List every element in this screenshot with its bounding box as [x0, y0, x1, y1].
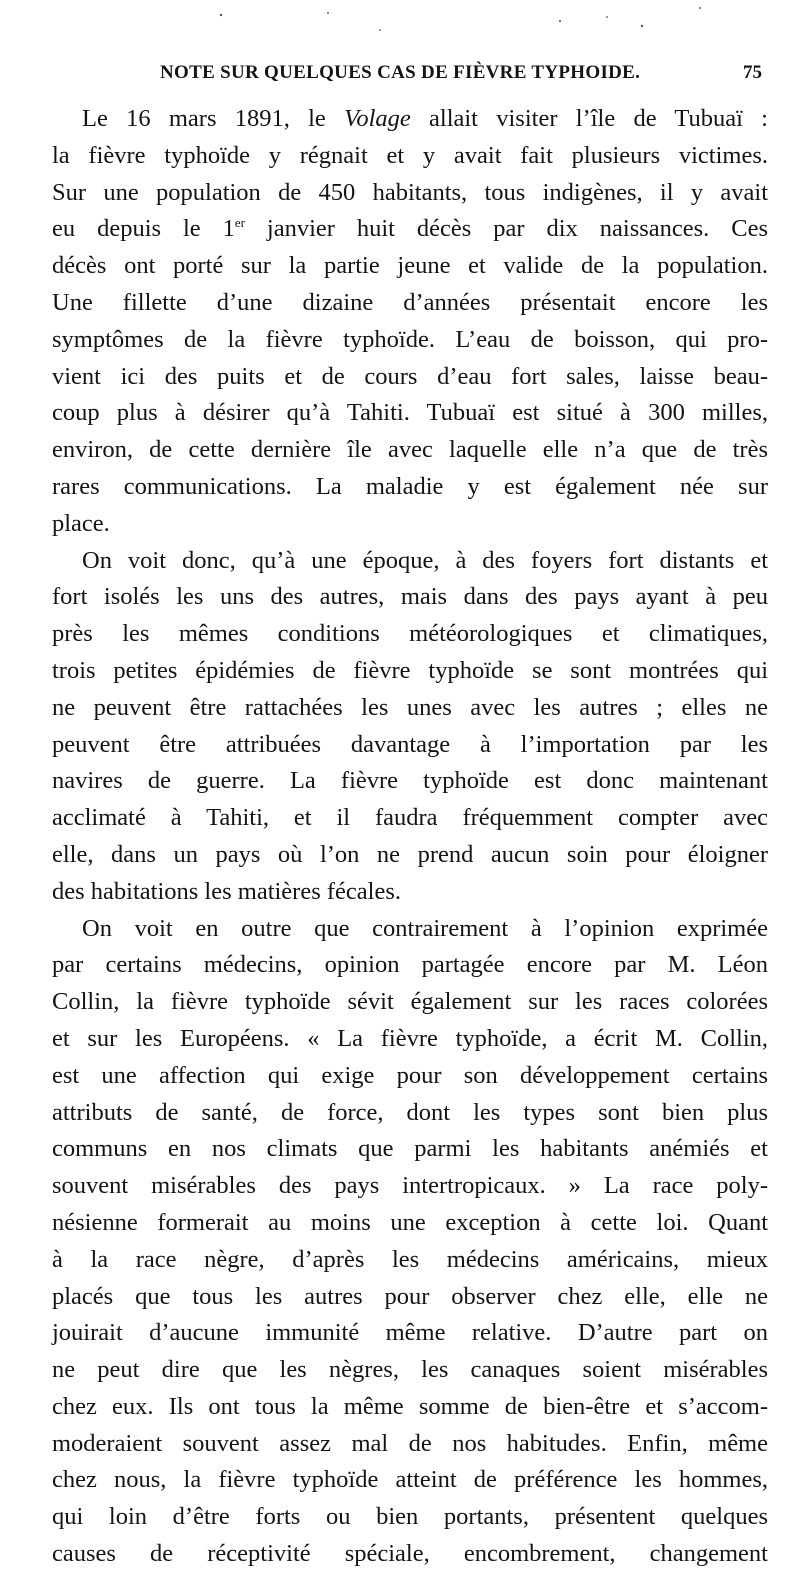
text-line: qui loin d’être forts ou bien portants, présentent quelques	[52, 1503, 768, 1531]
text-line: navires de guerre. La fièvre typhoïde est donc maintenant	[52, 767, 768, 795]
scan-specks	[0, 0, 800, 40]
body-text	[52, 101, 768, 1573]
text-line: On voit en outre que contrairement à l’opinion exprimée	[82, 914, 768, 942]
superscript: er	[234, 215, 245, 231]
running-title: NOTE SUR QUELQUES CAS DE FIÈVRE TYPHOIDE.	[160, 62, 641, 83]
text-line: causes de réceptivité spéciale, encombrement, changement	[52, 1540, 768, 1568]
running-header	[0, 62, 800, 86]
page-number: 75	[743, 62, 762, 83]
text-line: et sur les Européens. « La fièvre typhoïde, a écrit M. Collin,	[52, 1024, 768, 1052]
text-line: est une affection qui exige pour son développement certains	[52, 1061, 768, 1089]
text-line: nésienne formerait au moins une exception à cette loi. Quant	[52, 1208, 768, 1236]
text-line: ne peut dire que les nègres, les canaques soient misérables	[52, 1356, 768, 1384]
text-line: Une fillette d’une dizaine d’années présentait encore les	[52, 288, 768, 316]
text-line: coup plus à désirer qu’à Tahiti. Tubuaï est situé à 300 milles,	[52, 399, 768, 427]
text-line: peuvent être attribuées davantage à l’importation par les	[52, 730, 768, 758]
text-line: rares communications. La maladie y est également née sur	[52, 472, 768, 500]
text-line: attributs de santé, de force, dont les types sont bien plus	[52, 1098, 768, 1126]
text-line: Collin, la fièvre typhoïde sévit également sur les races colorées	[52, 988, 768, 1016]
text-line: place.	[52, 509, 110, 537]
text-line: symptômes de la fièvre typhoïde. L’eau de boisson, qui pro-	[52, 325, 768, 353]
text-line: placés que tous les autres pour observer chez elle, elle ne	[52, 1282, 768, 1310]
text-line: près les mêmes conditions météorologiques et climatiques,	[52, 620, 768, 648]
text-line: chez eux. Ils ont tous la même somme de bien-être et s’accom-	[52, 1392, 768, 1420]
text-line: trois petites épidémies de fièvre typhoïde se sont montrées qui	[52, 656, 768, 684]
text-line: chez nous, la fièvre typhoïde atteint de préférence les hommes,	[52, 1466, 768, 1494]
text-line: environ, de cette dernière île avec laquelle elle n’a que de très	[52, 436, 768, 464]
text-line: ne peuvent être rattachées les unes avec les autres ; elles ne	[52, 693, 768, 721]
text-line: vient ici des puits et de cours d’eau fort sales, laisse beau-	[52, 362, 768, 390]
text-line: fort isolés les uns des autres, mais dans des pays ayant à peu	[52, 583, 768, 611]
text-line: elle, dans un pays où l’on ne prend aucun soin pour éloigner	[52, 840, 768, 868]
text-line: Sur une population de 450 habitants, tous indigènes, il y avait	[52, 178, 768, 206]
text-line: des habitations les matières fécales.	[52, 877, 401, 905]
text-line: décès ont porté sur la partie jeune et valide de la population.	[52, 252, 768, 280]
text-line: la fièvre typhoïde y régnait et y avait fait plusieurs victimes.	[52, 141, 768, 169]
text-line: acclimaté à Tahiti, et il faudra fréquemment compter avec	[52, 804, 768, 832]
text-line: par certains médecins, opinion partagée encore par M. Léon	[52, 951, 768, 979]
ship-name: Volage	[344, 105, 411, 132]
text-line: Le 16 mars 1891, le Volage allait visiter l’île de Tubuaï :	[82, 105, 768, 132]
text-line: souvent misérables des pays intertropicaux. » La race poly-	[52, 1172, 768, 1200]
text-line: communs en nos climats que parmi les habitants anémiés et	[52, 1135, 768, 1163]
text-line: On voit donc, qu’à une époque, à des foyers fort distants et	[82, 546, 768, 574]
text-line: moderaient souvent assez mal de nos habitudes. Enfin, même	[52, 1429, 768, 1457]
text-line: jouirait d’aucune immunité même relative. D’autre part on	[52, 1319, 768, 1347]
text-line: eu depuis le 1er janvier huit décès par dix naissances. Ces	[52, 215, 768, 243]
text-line: à la race nègre, d’après les médecins américains, mieux	[52, 1245, 768, 1273]
